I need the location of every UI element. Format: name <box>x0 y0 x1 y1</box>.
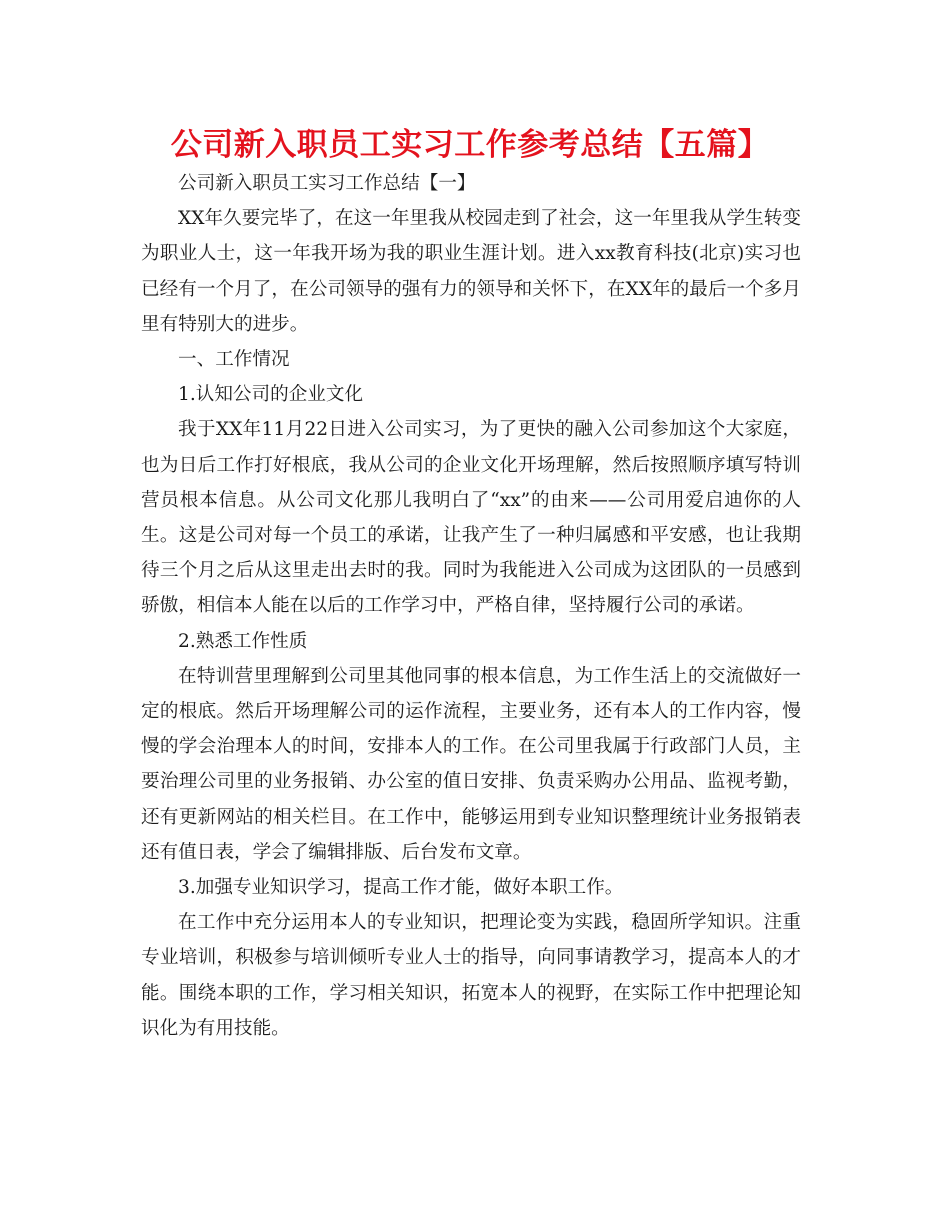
subheading-professional-study: 3.加强专业知识学习，提高工作才能，做好本职工作。 <box>178 877 624 899</box>
professional-study-paragraph: 在工作中充分运用本人的专业知识，把理论变为实践，稳固所学知识。注重专业培训，积极参与培训倾听专业人士的指导，向同事请教学习，提高本人的才能。围绕本职的工作，学习相关知识，拓宽本人的视野，在实际工作中把理论知识化为有用技能。 <box>141 912 801 1039</box>
document-body <box>141 166 801 1046</box>
intro-paragraph: XX年久要完毕了，在这一年里我从校园走到了社会，这一年里我从学生转变为职业人士，这一年我开场为我的职业生涯计划。进入xx教育科技(北京)实习也已经有一个月了，在公司领导的强有力的领导和关怀下，在XX年的最后一个多月里有特别大的进步。 <box>141 208 801 335</box>
document-title: 公司新入职员工实习工作参考总结【五篇】 <box>170 127 770 163</box>
subheading-work-nature: 2.熟悉工作性质 <box>178 630 308 652</box>
work-nature-paragraph: 在特训营里理解到公司里其他同事的根本信息，为工作生活上的交流做好一定的根底。然后开场理解公司的运作流程，主要业务，还有本人的工作内容，慢慢的学会治理本人的时间，安排本人的工作。在公司里我属于行政部门人员，主要治理公司里的业务报销、办公室的值日安排、负责采购办公用品、监视考勤，还有更新网站的相关栏目。在工作中，能够运用到专业知识整理统计业务报销表还有值日表，学会了编辑排版、后台发布文章。 <box>141 665 801 863</box>
subheading-company-culture: 1.认知公司的企业文化 <box>178 384 364 406</box>
section-heading-work-situation: 一、工作情况 <box>178 349 290 371</box>
section-heading-part-one: 公司新入职员工实习工作总结【一】 <box>178 173 476 194</box>
company-culture-paragraph: 我于XX年11月22日进入公司实习，为了更快的融入公司参加这个大家庭，也为日后工作打好根底，我从公司的企业文化开场理解，然后按照顺序填写特训营员根本信息。从公司文化那儿我明白了“xx”的由来——公司用爱启迪你的人生。这是公司对每一个员工的承诺，让我产生了一种归属感和平安感，也让我期待三个月之后从这里走出去时的我。同时为我能进入公司成为这团队的一员感到骄傲，相信本人能在以后的工作学习中，严格自律，坚持履行公司的承诺。 <box>141 419 801 617</box>
